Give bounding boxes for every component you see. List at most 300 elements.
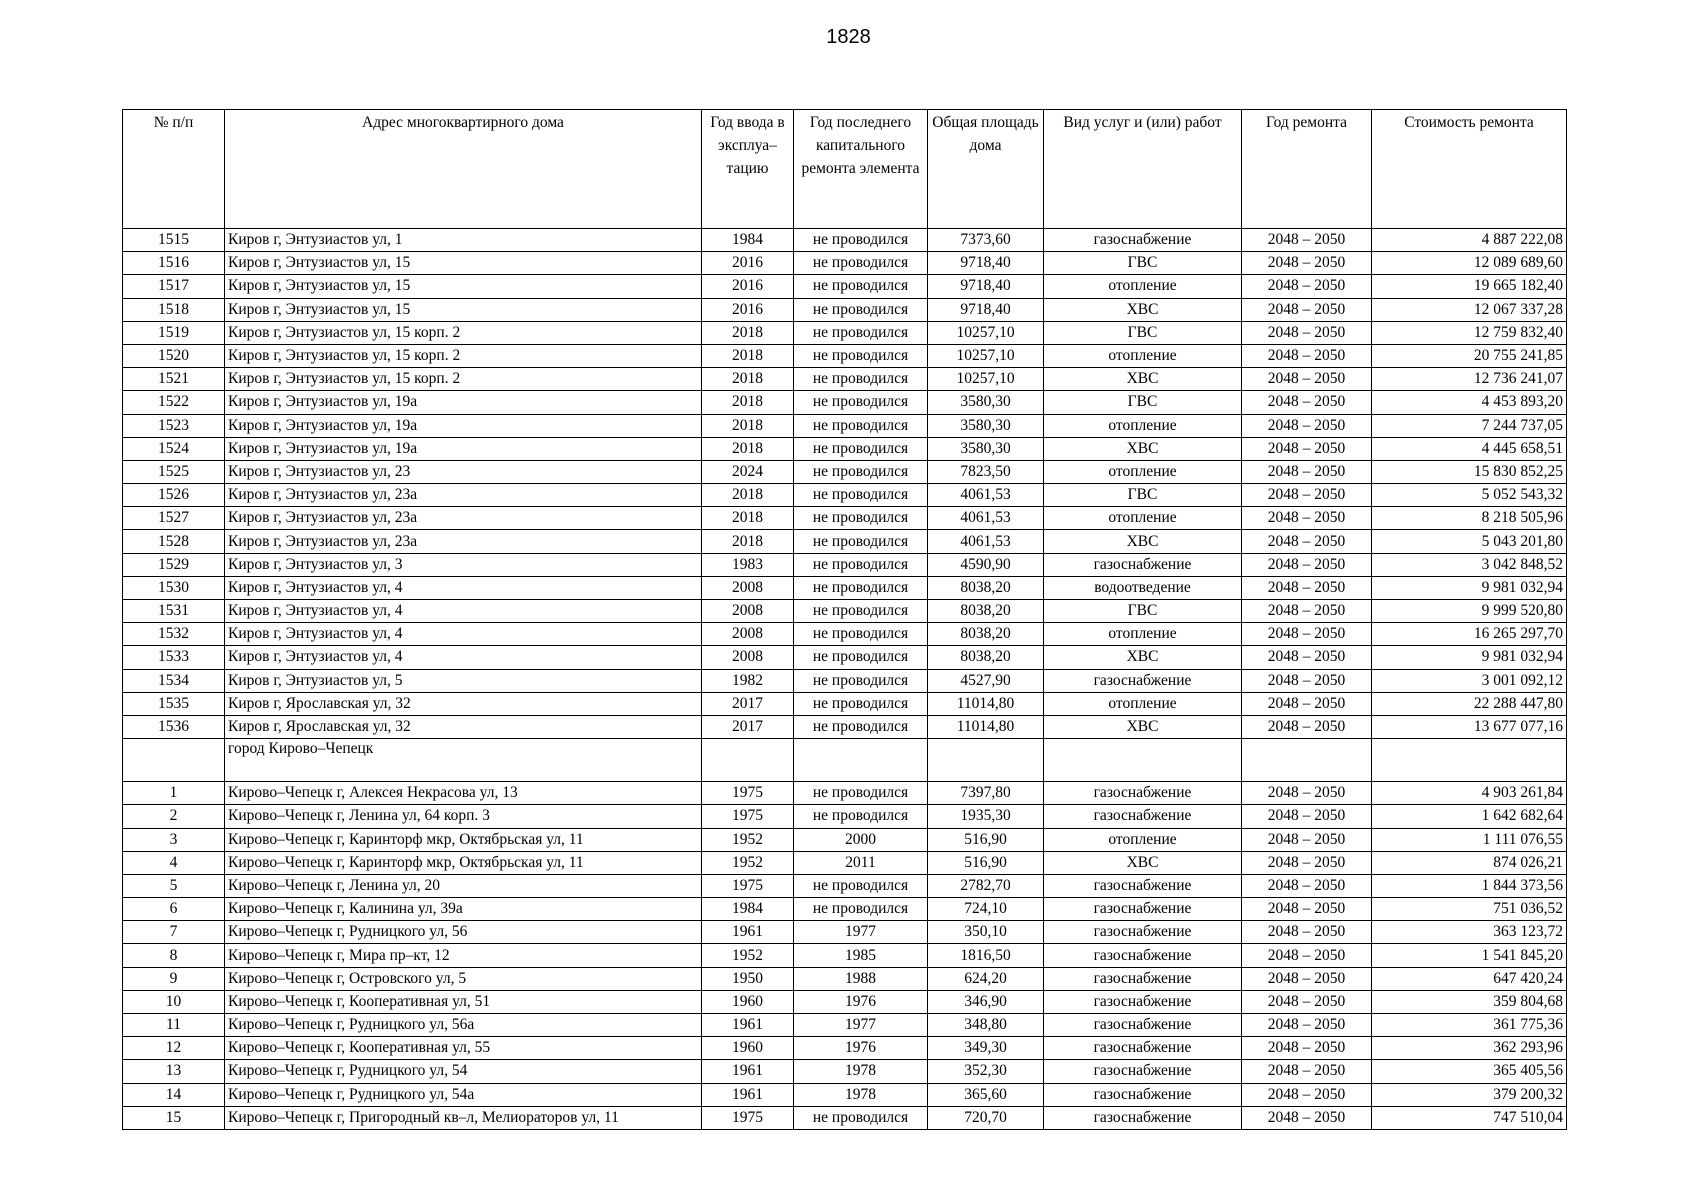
- cell-repair-years: 2048 – 2050: [1242, 828, 1372, 851]
- cell-year-last-repair: не проводился: [794, 553, 928, 576]
- header-cost: Стоимость ремонта: [1372, 110, 1567, 229]
- cell-area: 9718,40: [928, 275, 1044, 298]
- table-row: [123, 967, 1567, 990]
- header-year-commission: Год ввода в эксплуа–тацию: [702, 110, 794, 229]
- cell-cost: 12 736 241,07: [1372, 368, 1567, 391]
- cell-area: 8038,20: [928, 623, 1044, 646]
- cell-year-commission: 2016: [702, 298, 794, 321]
- repair-registry-table: [122, 109, 1567, 1130]
- cell-year-last-repair: не проводился: [794, 1106, 928, 1129]
- cell-year-commission: 1950: [702, 967, 794, 990]
- table-body: [123, 229, 1567, 1130]
- cell-service: газоснабжение: [1044, 967, 1242, 990]
- cell-area: 350,10: [928, 921, 1044, 944]
- cell-address: Кирово–Чепецк г, Алексея Некрасова ул, 13: [225, 782, 702, 805]
- cell-area: 9718,40: [928, 298, 1044, 321]
- cell-year-commission: 1952: [702, 828, 794, 851]
- cell-service: ГВС: [1044, 252, 1242, 275]
- cell-year-last-repair: не проводился: [794, 298, 928, 321]
- cell-num: 1527: [123, 507, 225, 530]
- cell-cost: 12 067 337,28: [1372, 298, 1567, 321]
- cell-num: 1522: [123, 391, 225, 414]
- table-row: [123, 646, 1567, 669]
- cell-year-commission: 1982: [702, 669, 794, 692]
- cell-year-commission: 1961: [702, 1060, 794, 1083]
- cell-repair-years: 2048 – 2050: [1242, 715, 1372, 738]
- cell-num: 3: [123, 828, 225, 851]
- cell-repair-years: 2048 – 2050: [1242, 298, 1372, 321]
- cell-year-commission: 2008: [702, 646, 794, 669]
- cell-address: Кирово–Чепецк г, Каринторф мкр, Октябрьская ул, 11: [225, 851, 702, 874]
- cell-year-last-repair: не проводился: [794, 252, 928, 275]
- cell-area: 8038,20: [928, 600, 1044, 623]
- cell-area: 4061,53: [928, 507, 1044, 530]
- cell-area: 4061,53: [928, 484, 1044, 507]
- cell-service: газоснабжение: [1044, 874, 1242, 897]
- cell-cost: 22 288 447,80: [1372, 692, 1567, 715]
- section-title: город Кирово–Чепецк: [225, 739, 702, 782]
- table-row: [123, 782, 1567, 805]
- cell-address: Киров г, Энтузиастов ул, 23а: [225, 530, 702, 553]
- cell-num: 1530: [123, 576, 225, 599]
- cell-area: 348,80: [928, 1014, 1044, 1037]
- cell-service: ХВС: [1044, 368, 1242, 391]
- cell-service: газоснабжение: [1044, 944, 1242, 967]
- header-service: Вид услуг и (или) работ: [1044, 110, 1242, 229]
- cell-year-commission: 1961: [702, 1014, 794, 1037]
- cell-repair-years: 2048 – 2050: [1242, 1037, 1372, 1060]
- cell-num: 8: [123, 944, 225, 967]
- cell-area: 10257,10: [928, 321, 1044, 344]
- cell-address: Кирово–Чепецк г, Рудницкого ул, 56а: [225, 1014, 702, 1037]
- cell-cost: 12 759 832,40: [1372, 321, 1567, 344]
- table-row: [123, 623, 1567, 646]
- cell-area: 365,60: [928, 1083, 1044, 1106]
- cell-repair-years: 2048 – 2050: [1242, 530, 1372, 553]
- cell-repair-years: 2048 – 2050: [1242, 898, 1372, 921]
- cell-num: 9: [123, 967, 225, 990]
- cell-service: отопление: [1044, 275, 1242, 298]
- table-row: [123, 944, 1567, 967]
- cell-repair-years: 2048 – 2050: [1242, 484, 1372, 507]
- cell-area: 352,30: [928, 1060, 1044, 1083]
- table-row: [123, 298, 1567, 321]
- cell-year-last-repair: 1978: [794, 1060, 928, 1083]
- cell-repair-years: 2048 – 2050: [1242, 460, 1372, 483]
- cell-num: 11: [123, 1014, 225, 1037]
- cell-cost: 1 642 682,64: [1372, 805, 1567, 828]
- cell-year-commission: 2018: [702, 414, 794, 437]
- cell-year-commission: 2018: [702, 507, 794, 530]
- table-row: [123, 828, 1567, 851]
- cell-year-commission: 1984: [702, 898, 794, 921]
- cell-year-last-repair: не проводился: [794, 600, 928, 623]
- cell-address: Кирово–Чепецк г, Ленина ул, 20: [225, 874, 702, 897]
- table-row: [123, 990, 1567, 1013]
- cell-num: 1533: [123, 646, 225, 669]
- cell-num: 15: [123, 1106, 225, 1129]
- cell-year-last-repair: не проводился: [794, 484, 928, 507]
- table-row: [123, 368, 1567, 391]
- cell-service: газоснабжение: [1044, 805, 1242, 828]
- cell-year-commission: 2008: [702, 600, 794, 623]
- section-empty-cell: [928, 739, 1044, 782]
- cell-year-last-repair: не проводился: [794, 715, 928, 738]
- cell-year-last-repair: не проводился: [794, 623, 928, 646]
- cell-service: отопление: [1044, 507, 1242, 530]
- cell-service: водоотведение: [1044, 576, 1242, 599]
- cell-year-commission: 2018: [702, 344, 794, 367]
- cell-year-commission: 2018: [702, 530, 794, 553]
- cell-area: 1816,50: [928, 944, 1044, 967]
- cell-repair-years: 2048 – 2050: [1242, 553, 1372, 576]
- cell-year-last-repair: 1977: [794, 921, 928, 944]
- cell-area: 1935,30: [928, 805, 1044, 828]
- cell-repair-years: 2048 – 2050: [1242, 646, 1372, 669]
- cell-cost: 15 830 852,25: [1372, 460, 1567, 483]
- cell-area: 9718,40: [928, 252, 1044, 275]
- cell-year-commission: 1961: [702, 1083, 794, 1106]
- cell-num: 1520: [123, 344, 225, 367]
- cell-service: газоснабжение: [1044, 1083, 1242, 1106]
- section-empty-cell: [794, 739, 928, 782]
- cell-year-commission: 2018: [702, 391, 794, 414]
- table-row: [123, 715, 1567, 738]
- cell-address: Киров г, Энтузиастов ул, 15 корп. 2: [225, 368, 702, 391]
- cell-year-commission: 1960: [702, 990, 794, 1013]
- table-row: [123, 1106, 1567, 1129]
- cell-cost: 361 775,36: [1372, 1014, 1567, 1037]
- table-row: [123, 874, 1567, 897]
- cell-service: ХВС: [1044, 437, 1242, 460]
- cell-num: 2: [123, 805, 225, 828]
- cell-year-commission: 2008: [702, 623, 794, 646]
- cell-repair-years: 2048 – 2050: [1242, 576, 1372, 599]
- cell-year-commission: 1984: [702, 229, 794, 252]
- cell-address: Кирово–Чепецк г, Рудницкого ул, 54а: [225, 1083, 702, 1106]
- cell-service: ХВС: [1044, 646, 1242, 669]
- cell-year-last-repair: не проводился: [794, 507, 928, 530]
- cell-address: Кирово–Чепецк г, Калинина ул, 39а: [225, 898, 702, 921]
- cell-year-last-repair: 1988: [794, 967, 928, 990]
- cell-cost: 9 981 032,94: [1372, 646, 1567, 669]
- cell-service: отопление: [1044, 414, 1242, 437]
- cell-service: ГВС: [1044, 391, 1242, 414]
- cell-address: Киров г, Ярославская ул, 32: [225, 715, 702, 738]
- section-empty-cell: [1242, 739, 1372, 782]
- cell-year-last-repair: не проводился: [794, 692, 928, 715]
- cell-area: 11014,80: [928, 692, 1044, 715]
- table-row: [123, 484, 1567, 507]
- cell-repair-years: 2048 – 2050: [1242, 507, 1372, 530]
- cell-service: газоснабжение: [1044, 1037, 1242, 1060]
- cell-year-commission: 1961: [702, 921, 794, 944]
- cell-service: отопление: [1044, 460, 1242, 483]
- cell-year-last-repair: не проводился: [794, 321, 928, 344]
- cell-year-commission: 1952: [702, 851, 794, 874]
- cell-service: ГВС: [1044, 600, 1242, 623]
- table-row: [123, 1037, 1567, 1060]
- cell-area: 3580,30: [928, 437, 1044, 460]
- cell-repair-years: 2048 – 2050: [1242, 344, 1372, 367]
- cell-year-last-repair: 2000: [794, 828, 928, 851]
- cell-repair-years: 2048 – 2050: [1242, 1060, 1372, 1083]
- cell-year-last-repair: не проводился: [794, 229, 928, 252]
- cell-area: 624,20: [928, 967, 1044, 990]
- header-repair-years: Год ремонта: [1242, 110, 1372, 229]
- header-year-last-repair: Год последнего капитального ремонта элемента: [794, 110, 928, 229]
- cell-service: ХВС: [1044, 851, 1242, 874]
- cell-service: ХВС: [1044, 715, 1242, 738]
- cell-cost: 362 293,96: [1372, 1037, 1567, 1060]
- cell-num: 10: [123, 990, 225, 1013]
- cell-repair-years: 2048 – 2050: [1242, 437, 1372, 460]
- cell-num: 13: [123, 1060, 225, 1083]
- cell-year-last-repair: не проводился: [794, 805, 928, 828]
- cell-num: 1523: [123, 414, 225, 437]
- cell-num: 1531: [123, 600, 225, 623]
- cell-area: 10257,10: [928, 368, 1044, 391]
- cell-service: газоснабжение: [1044, 1014, 1242, 1037]
- cell-year-last-repair: не проводился: [794, 530, 928, 553]
- cell-num: 1534: [123, 669, 225, 692]
- cell-repair-years: 2048 – 2050: [1242, 874, 1372, 897]
- cell-repair-years: 2048 – 2050: [1242, 321, 1372, 344]
- cell-num: 7: [123, 921, 225, 944]
- cell-repair-years: 2048 – 2050: [1242, 391, 1372, 414]
- cell-area: 346,90: [928, 990, 1044, 1013]
- table-row: [123, 553, 1567, 576]
- cell-year-last-repair: 2011: [794, 851, 928, 874]
- cell-address: Кирово–Чепецк г, Кооперативная ул, 51: [225, 990, 702, 1013]
- cell-cost: 1 111 076,55: [1372, 828, 1567, 851]
- table-row: [123, 344, 1567, 367]
- cell-service: газоснабжение: [1044, 782, 1242, 805]
- cell-repair-years: 2048 – 2050: [1242, 921, 1372, 944]
- cell-year-last-repair: 1976: [794, 1037, 928, 1060]
- cell-repair-years: 2048 – 2050: [1242, 600, 1372, 623]
- cell-service: газоснабжение: [1044, 921, 1242, 944]
- cell-area: 720,70: [928, 1106, 1044, 1129]
- cell-repair-years: 2048 – 2050: [1242, 692, 1372, 715]
- table-row: [123, 851, 1567, 874]
- cell-repair-years: 2048 – 2050: [1242, 990, 1372, 1013]
- table-row: [123, 460, 1567, 483]
- cell-year-last-repair: не проводился: [794, 669, 928, 692]
- cell-service: газоснабжение: [1044, 1106, 1242, 1129]
- cell-area: 11014,80: [928, 715, 1044, 738]
- cell-service: газоснабжение: [1044, 229, 1242, 252]
- table-row: [123, 437, 1567, 460]
- cell-num: 1526: [123, 484, 225, 507]
- cell-area: 7373,60: [928, 229, 1044, 252]
- cell-area: 8038,20: [928, 576, 1044, 599]
- cell-year-last-repair: не проводился: [794, 782, 928, 805]
- cell-year-last-repair: не проводился: [794, 898, 928, 921]
- cell-year-commission: 2016: [702, 252, 794, 275]
- table-row: [123, 229, 1567, 252]
- cell-service: газоснабжение: [1044, 669, 1242, 692]
- cell-service: отопление: [1044, 623, 1242, 646]
- cell-year-commission: 2018: [702, 368, 794, 391]
- cell-year-commission: 2016: [702, 275, 794, 298]
- cell-num: 1535: [123, 692, 225, 715]
- cell-year-commission: 1975: [702, 1106, 794, 1129]
- cell-service: ГВС: [1044, 321, 1242, 344]
- cell-area: 724,10: [928, 898, 1044, 921]
- table-header: [123, 110, 1567, 229]
- cell-repair-years: 2048 – 2050: [1242, 229, 1372, 252]
- cell-year-last-repair: не проводился: [794, 414, 928, 437]
- cell-cost: 7 244 737,05: [1372, 414, 1567, 437]
- cell-repair-years: 2048 – 2050: [1242, 851, 1372, 874]
- cell-cost: 379 200,32: [1372, 1083, 1567, 1106]
- cell-num: 1517: [123, 275, 225, 298]
- cell-repair-years: 2048 – 2050: [1242, 967, 1372, 990]
- cell-cost: 19 665 182,40: [1372, 275, 1567, 298]
- cell-address: Кирово–Чепецк г, Кооперативная ул, 55: [225, 1037, 702, 1060]
- cell-area: 3580,30: [928, 414, 1044, 437]
- table-row: [123, 669, 1567, 692]
- cell-area: 2782,70: [928, 874, 1044, 897]
- cell-repair-years: 2048 – 2050: [1242, 623, 1372, 646]
- table-row: [123, 1083, 1567, 1106]
- cell-year-last-repair: 1978: [794, 1083, 928, 1106]
- cell-num: 1521: [123, 368, 225, 391]
- cell-address: Кирово–Чепецк г, Мира пр–кт, 12: [225, 944, 702, 967]
- cell-num: 1529: [123, 553, 225, 576]
- table-row: [123, 275, 1567, 298]
- cell-year-commission: 2018: [702, 437, 794, 460]
- header-address: Адрес многоквартирного дома: [225, 110, 702, 229]
- cell-year-commission: 1975: [702, 782, 794, 805]
- cell-num: 1532: [123, 623, 225, 646]
- cell-repair-years: 2048 – 2050: [1242, 368, 1372, 391]
- cell-cost: 12 089 689,60: [1372, 252, 1567, 275]
- table-row: [123, 391, 1567, 414]
- cell-repair-years: 2048 – 2050: [1242, 275, 1372, 298]
- cell-cost: 9 981 032,94: [1372, 576, 1567, 599]
- cell-year-last-repair: не проводился: [794, 275, 928, 298]
- cell-cost: 359 804,68: [1372, 990, 1567, 1013]
- cell-cost: 9 999 520,80: [1372, 600, 1567, 623]
- cell-address: Киров г, Энтузиастов ул, 15: [225, 252, 702, 275]
- cell-num: 12: [123, 1037, 225, 1060]
- cell-cost: 3 042 848,52: [1372, 553, 1567, 576]
- cell-year-commission: 1983: [702, 553, 794, 576]
- cell-repair-years: 2048 – 2050: [1242, 669, 1372, 692]
- cell-address: Киров г, Энтузиастов ул, 15: [225, 275, 702, 298]
- table-row: [123, 805, 1567, 828]
- cell-repair-years: 2048 – 2050: [1242, 805, 1372, 828]
- cell-address: Киров г, Энтузиастов ул, 23а: [225, 507, 702, 530]
- cell-service: ХВС: [1044, 530, 1242, 553]
- cell-cost: 20 755 241,85: [1372, 344, 1567, 367]
- cell-num: 1524: [123, 437, 225, 460]
- cell-year-commission: 2017: [702, 692, 794, 715]
- cell-cost: 5 052 543,32: [1372, 484, 1567, 507]
- cell-cost: 4 887 222,08: [1372, 229, 1567, 252]
- cell-service: ГВС: [1044, 484, 1242, 507]
- cell-num: 1518: [123, 298, 225, 321]
- cell-cost: 1 541 845,20: [1372, 944, 1567, 967]
- cell-address: Киров г, Энтузиастов ул, 19а: [225, 414, 702, 437]
- table-row: [123, 414, 1567, 437]
- cell-year-last-repair: не проводился: [794, 368, 928, 391]
- cell-service: газоснабжение: [1044, 990, 1242, 1013]
- cell-num: 1516: [123, 252, 225, 275]
- cell-address: Киров г, Энтузиастов ул, 4: [225, 576, 702, 599]
- cell-year-last-repair: не проводился: [794, 460, 928, 483]
- cell-repair-years: 2048 – 2050: [1242, 944, 1372, 967]
- cell-area: 7397,80: [928, 782, 1044, 805]
- header-area: Общая площадь дома: [928, 110, 1044, 229]
- cell-num: 1528: [123, 530, 225, 553]
- cell-area: 516,90: [928, 828, 1044, 851]
- cell-year-commission: 2017: [702, 715, 794, 738]
- cell-address: Киров г, Энтузиастов ул, 4: [225, 646, 702, 669]
- cell-year-last-repair: не проводился: [794, 437, 928, 460]
- cell-address: Киров г, Энтузиастов ул, 4: [225, 600, 702, 623]
- cell-address: Киров г, Энтузиастов ул, 19а: [225, 437, 702, 460]
- cell-service: газоснабжение: [1044, 898, 1242, 921]
- cell-address: Киров г, Энтузиастов ул, 3: [225, 553, 702, 576]
- cell-num: 6: [123, 898, 225, 921]
- cell-address: Киров г, Энтузиастов ул, 4: [225, 623, 702, 646]
- table-row: [123, 921, 1567, 944]
- cell-year-last-repair: 1977: [794, 1014, 928, 1037]
- cell-cost: 363 123,72: [1372, 921, 1567, 944]
- cell-year-last-repair: не проводился: [794, 576, 928, 599]
- cell-num: 1519: [123, 321, 225, 344]
- cell-address: Киров г, Энтузиастов ул, 15: [225, 298, 702, 321]
- cell-year-commission: 2018: [702, 321, 794, 344]
- cell-service: газоснабжение: [1044, 553, 1242, 576]
- cell-address: Кирово–Чепецк г, Пригородный кв–л, Мелиораторов ул, 11: [225, 1106, 702, 1129]
- cell-cost: 365 405,56: [1372, 1060, 1567, 1083]
- cell-num: 5: [123, 874, 225, 897]
- table-row: [123, 576, 1567, 599]
- table-row: [123, 1014, 1567, 1037]
- table-row: [123, 692, 1567, 715]
- cell-cost: 16 265 297,70: [1372, 623, 1567, 646]
- cell-address: Кирово–Чепецк г, Рудницкого ул, 54: [225, 1060, 702, 1083]
- table-row: [123, 321, 1567, 344]
- cell-num: 1: [123, 782, 225, 805]
- cell-cost: 751 036,52: [1372, 898, 1567, 921]
- cell-address: Кирово–Чепецк г, Рудницкого ул, 56: [225, 921, 702, 944]
- cell-service: газоснабжение: [1044, 1060, 1242, 1083]
- page-number: 1828: [826, 26, 871, 48]
- cell-cost: 874 026,21: [1372, 851, 1567, 874]
- cell-address: Киров г, Энтузиастов ул, 5: [225, 669, 702, 692]
- table-row: [123, 600, 1567, 623]
- cell-address: Киров г, Энтузиастов ул, 1: [225, 229, 702, 252]
- cell-area: 7823,50: [928, 460, 1044, 483]
- cell-address: Киров г, Ярославская ул, 32: [225, 692, 702, 715]
- header-row: [123, 110, 1567, 229]
- cell-cost: 8 218 505,96: [1372, 507, 1567, 530]
- cell-year-commission: 1975: [702, 874, 794, 897]
- header-num: № п/п: [123, 110, 225, 229]
- cell-area: 349,30: [928, 1037, 1044, 1060]
- cell-num: 4: [123, 851, 225, 874]
- cell-area: 3580,30: [928, 391, 1044, 414]
- cell-cost: 1 844 373,56: [1372, 874, 1567, 897]
- cell-year-last-repair: 1985: [794, 944, 928, 967]
- cell-repair-years: 2048 – 2050: [1242, 782, 1372, 805]
- cell-service: отопление: [1044, 828, 1242, 851]
